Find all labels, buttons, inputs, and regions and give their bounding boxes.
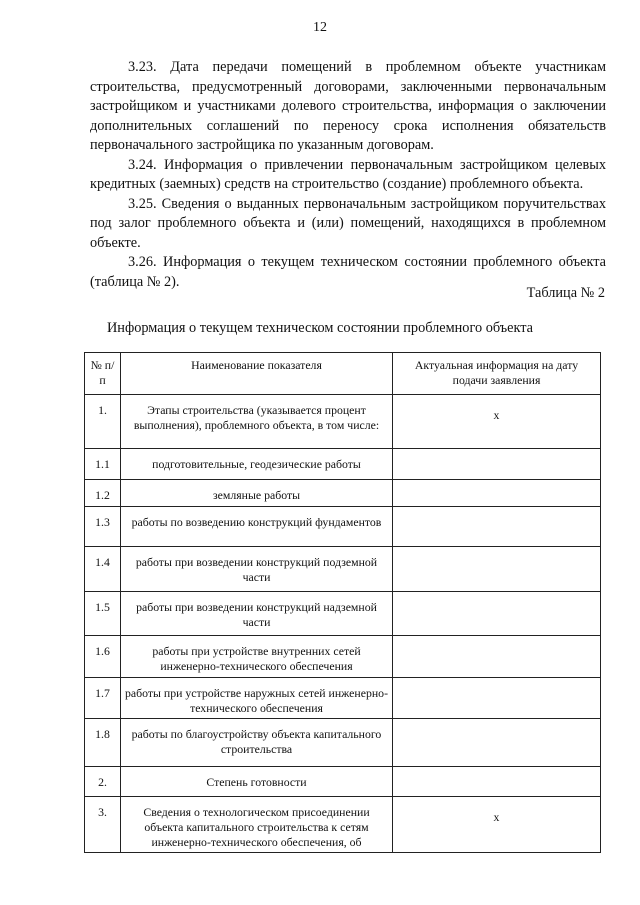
table-row: [85, 797, 601, 853]
paragraph-3-26: 3.26. Информация о текущем техническом состоянии проблемного объекта (таблица № 2).: [90, 254, 606, 290]
row-value: [393, 767, 601, 797]
row-value: [393, 592, 601, 636]
row-num: 2.: [85, 767, 121, 797]
row-name: подготовительные, геодезические работы: [121, 449, 393, 480]
row-name: работы при возведении конструкций надземной части: [121, 592, 393, 636]
table-row: [85, 636, 601, 678]
row-name: Степень готовности: [121, 767, 393, 797]
table-row: [85, 767, 601, 797]
table-row: [85, 449, 601, 480]
row-value: х: [393, 797, 601, 853]
row-value: [393, 678, 601, 719]
row-num: 1.1: [85, 449, 121, 480]
header-name: Наименование показателя: [121, 353, 393, 395]
row-value: х: [393, 395, 601, 449]
row-value: [393, 547, 601, 592]
row-num: 1.7: [85, 678, 121, 719]
row-num: 1.4: [85, 547, 121, 592]
header-num: № п/п: [85, 353, 121, 395]
row-value: [393, 449, 601, 480]
row-value: [393, 507, 601, 547]
page-number: 12: [313, 20, 327, 35]
row-num: 1.8: [85, 719, 121, 767]
row-num: 1.3: [85, 507, 121, 547]
paragraph-3-24: 3.24. Информация о привлечении первоначальным застройщиком целевых кредитных (заемных) средств на строительство (создание) проблемного объекта.: [90, 156, 606, 192]
row-value: [393, 636, 601, 678]
table-row: [85, 592, 601, 636]
row-num: 3.: [85, 797, 121, 853]
table-title: Информация о текущем техническом состоянии проблемного объекта: [106, 320, 534, 336]
paragraph-3-25: 3.25. Сведения о выданных первоначальным застройщиком поручительствах под залог проблемного объекта и (или) помещений, находящихся в проблемном объекте.: [90, 195, 606, 251]
table-header-row: [85, 353, 601, 395]
row-num: 1.: [85, 395, 121, 449]
paragraph-3-23: 3.23. Дата передачи помещений в проблемном объекте участникам строительства, предусмотренный договорами, заключенными первоначальным застройщиком и участниками долевого строительства, информация о заключении дополнительных соглашений по переносу срока исполнения обязательств первоначального застройщика по указанным договорам.: [90, 59, 606, 153]
row-value: [393, 480, 601, 507]
row-num: 1.6: [85, 636, 121, 678]
row-name: Этапы строительства (указывается процент выполнения), проблемного объекта, в том числе:: [121, 395, 393, 449]
header-value: Актуальная информация на дату подачи заявления: [393, 353, 601, 395]
row-name: земляные работы: [121, 480, 393, 507]
table-row: [85, 547, 601, 592]
table-row: [85, 678, 601, 719]
row-value: [393, 719, 601, 767]
table-caption: Таблица № 2: [526, 285, 605, 301]
row-name: работы по возведению конструкций фундаментов: [121, 507, 393, 547]
row-num: 1.5: [85, 592, 121, 636]
info-table-wrapper: [84, 352, 601, 853]
row-name: работы при возведении конструкций подземной части: [121, 547, 393, 592]
row-name: работы по благоустройству объекта капитального строительства: [121, 719, 393, 767]
row-num: 1.2: [85, 480, 121, 507]
row-name: работы при устройстве наружных сетей инженерно-технического обеспечения: [121, 678, 393, 719]
body-text: [90, 58, 606, 292]
table-row: [85, 507, 601, 547]
row-name: работы при устройстве внутренних сетей инженерно-технического обеспечения: [121, 636, 393, 678]
technical-state-table: [84, 352, 601, 853]
table-row: [85, 719, 601, 767]
table-row: [85, 480, 601, 507]
row-name: Сведения о технологическом присоединении объекта капитального строительства к сетям инженерно-технического обеспечения, об: [121, 797, 393, 853]
table-row: [85, 395, 601, 449]
